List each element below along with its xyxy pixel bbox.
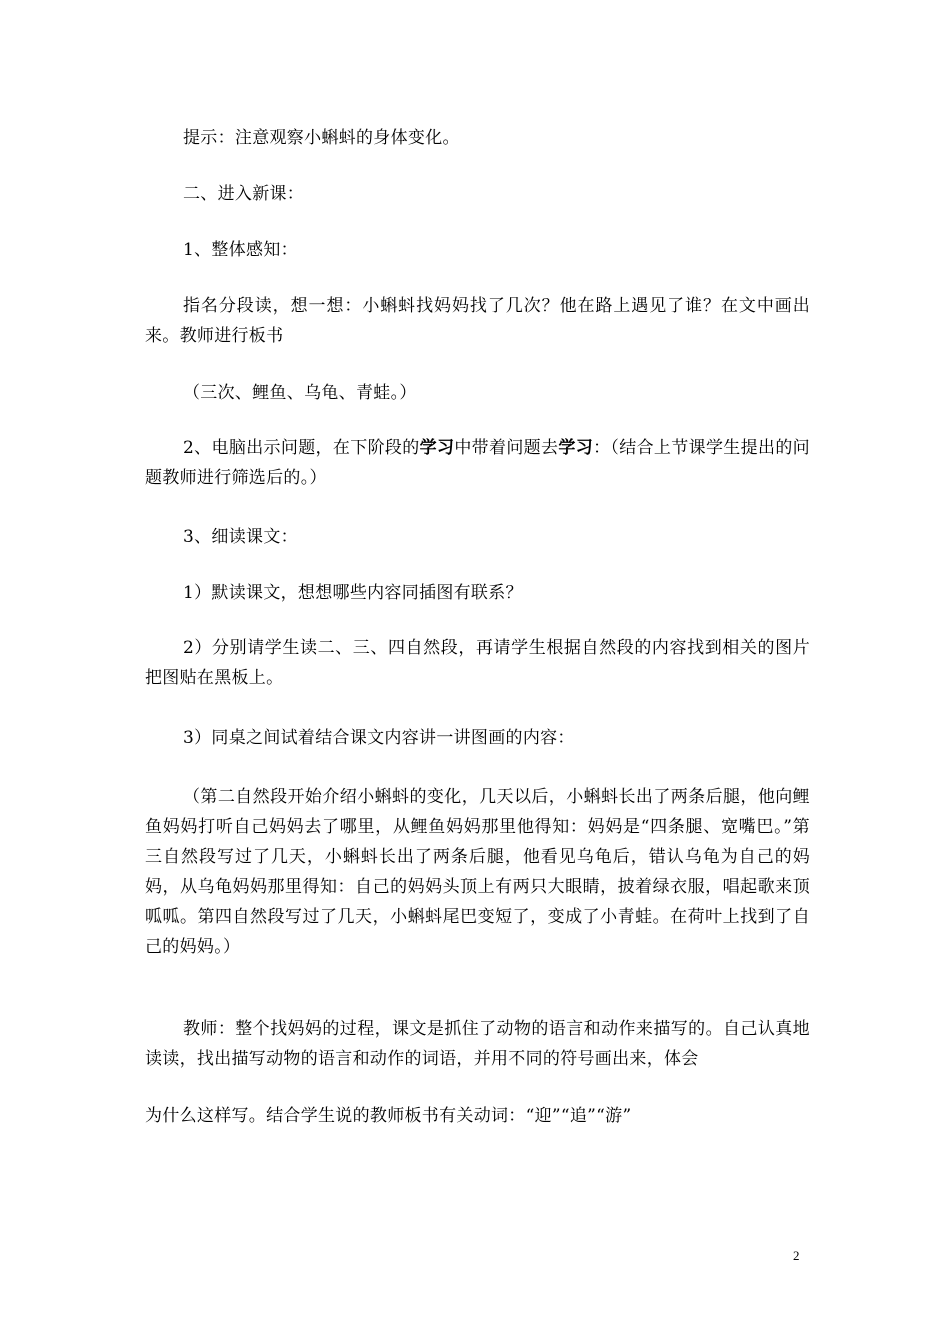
question-text-part-2: 中带着问题去 [454, 438, 559, 458]
hint-paragraph: 提示：注意观察小蝌蚪的身体变化。 [183, 128, 460, 148]
step-heading-close-reading: 3、细读课文： [183, 527, 298, 547]
question-text-part-1: 2、电脑出示问题，在下阶段的 [183, 438, 420, 458]
question-display-paragraph [145, 433, 810, 493]
emphasis-study-2: 学习 [558, 438, 594, 458]
substep-silent-reading: 1）默读课文，想想哪些内容同插图有联系？ [183, 583, 523, 603]
substep-deskmate-discussion: 3）同桌之间试着结合课文内容讲一讲图画的内容： [183, 728, 575, 748]
step-heading-overall-perception: 1、整体感知： [183, 240, 298, 260]
page-number: 2 [793, 1248, 800, 1263]
question-text-part-3: ：（结合上节课学生提出的问题教师进行筛选后的。） [145, 438, 810, 488]
section-heading-new-lesson: 二、进入新课： [183, 184, 305, 204]
board-answer-paragraph: （三次、鲤鱼、乌龟、青蛙。） [183, 383, 417, 403]
reading-instruction-paragraph: 指名分段读，想一想：小蝌蚪找妈妈找了几次？他在路上遇见了谁？在文中画出来。教师进行板书 [145, 296, 810, 346]
substep-read-paragraphs: 2）分别请学生读二、三、四自然段，再请学生根据自然段的内容找到相关的图片把图贴在黑板上。 [145, 638, 810, 688]
story-summary-paragraph: （第二自然段开始介绍小蝌蚪的变化，几天以后，小蝌蚪长出了两条后腿，他向鲤鱼妈妈打听自己妈妈去了哪里，从鲤鱼妈妈那里他得知：妈妈是“四条腿、宽嘴巴。”第三自然段写过了几天，小蝌蚪长出了两条后腿，他看见乌龟后，错认乌龟为自己的妈妈，从乌龟妈妈那里得知：自己的妈妈头顶上有两只大眼睛，披着绿衣服，唱起歌来顶呱呱。第四自然段写过了几天，小蝌蚪尾巴变短了，变成了小青蛙。在荷叶上找到了自己的妈妈。） [145, 787, 810, 957]
emphasis-study-1: 学习 [419, 438, 455, 458]
board-verbs-paragraph: 为什么这样写。结合学生说的教师板书有关动词：“迎”“追”“游” [145, 1106, 632, 1126]
teacher-guidance-paragraph: 教师：整个找妈妈的过程，课文是抓住了动物的语言和动作来描写的。自己认真地读读，找出描写动物的语言和动作的词语，并用不同的符号画出来，体会 [145, 1019, 810, 1069]
